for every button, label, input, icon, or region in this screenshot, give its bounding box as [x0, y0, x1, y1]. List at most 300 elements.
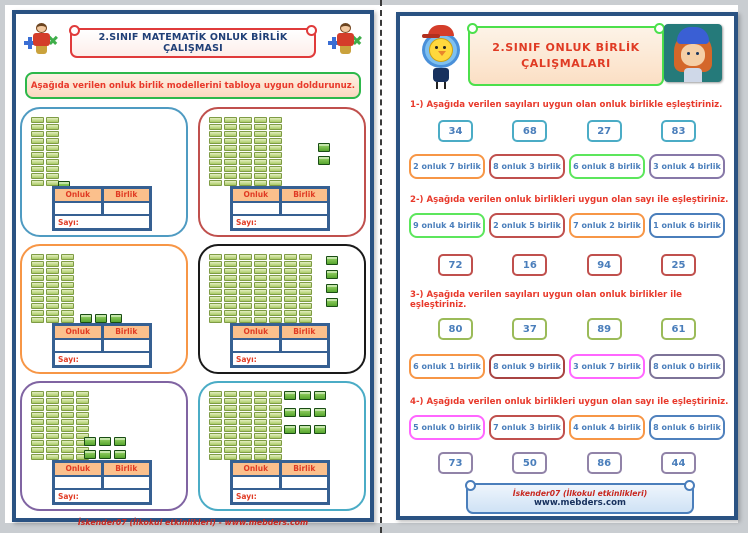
unit-block: [239, 282, 252, 288]
unit-block: [224, 166, 237, 172]
unit-block: [31, 405, 44, 411]
unit-block: [61, 289, 74, 295]
unit-block: [46, 173, 59, 179]
unit-block: [239, 254, 252, 260]
unit-block: [209, 124, 222, 130]
unit-block: [31, 303, 44, 309]
unit-block: [31, 275, 44, 281]
unit-block: [224, 159, 237, 165]
unit-block: [209, 303, 222, 309]
unit-block: [46, 433, 59, 439]
one-cube: [84, 437, 96, 446]
right-page-header: [400, 16, 734, 92]
ones-blocks: [284, 391, 331, 434]
one-cube: [299, 408, 311, 417]
one-cube: [299, 391, 311, 400]
birlik-answer-cell[interactable]: [104, 477, 150, 488]
onluk-birlik-label-box[interactable]: 8 onluk 9 birlik: [489, 354, 565, 379]
number-box[interactable]: 72: [438, 254, 473, 276]
unit-block: [239, 398, 252, 404]
unit-block: [31, 138, 44, 144]
unit-block: [224, 303, 237, 309]
ten-rod: [269, 254, 282, 323]
unit-block: [61, 433, 74, 439]
math-kid-icon: [328, 21, 362, 65]
ten-rod: [269, 117, 282, 186]
unit-block: [31, 145, 44, 151]
unit-block: [209, 166, 222, 172]
unit-block: [46, 159, 59, 165]
unit-block: [31, 254, 44, 260]
section-1-numbers-row: [400, 120, 734, 142]
unit-block: [269, 268, 282, 274]
one-cube: [318, 156, 330, 165]
onluk-birlik-table: [52, 323, 152, 368]
ten-rod: [224, 117, 237, 186]
unit-block: [239, 261, 252, 267]
section-2-instruction: 2-) Aşağıda verilen onluk birlikleri uygun olan sayı ile eşleştiriniz.: [410, 195, 729, 205]
unit-block: [254, 440, 267, 446]
page-title: 2.SINIF MATEMATİK ONLUK BİRLİK ÇALIŞMASI: [70, 28, 316, 58]
unit-block: [269, 117, 282, 123]
sayi-answer-row[interactable]: [55, 490, 149, 502]
unit-block: [209, 117, 222, 123]
onluk-answer-cell[interactable]: [55, 203, 101, 214]
one-cube: [326, 298, 338, 307]
one-cube: [314, 391, 326, 400]
unit-block: [224, 391, 237, 397]
unit-block: [61, 426, 74, 432]
one-cube: [284, 408, 296, 417]
onluk-birlik-table: [230, 186, 330, 231]
table-header-onluk: Onluk: [233, 189, 279, 201]
unit-block: [76, 419, 89, 425]
unit-block: [269, 391, 282, 397]
unit-block: [46, 131, 59, 137]
unit-block: [254, 261, 267, 267]
ten-rod: [46, 254, 59, 323]
unit-block: [254, 289, 267, 295]
unit-block: [61, 398, 74, 404]
unit-block: [224, 268, 237, 274]
section-2-labels-row: [400, 213, 734, 238]
one-cube: [326, 256, 338, 265]
onluk-birlik-label-box[interactable]: 2 onluk 5 birlik: [489, 213, 565, 238]
unit-block: [61, 296, 74, 302]
unit-block: [269, 405, 282, 411]
onluk-answer-cell[interactable]: [233, 477, 279, 488]
ten-rod: [254, 117, 267, 186]
unit-block: [46, 268, 59, 274]
onluk-birlik-label-box[interactable]: 7 onluk 2 birlik: [569, 213, 645, 238]
unit-block: [269, 124, 282, 130]
number-box[interactable]: 86: [587, 452, 622, 474]
unit-block: [224, 145, 237, 151]
unit-block: [224, 131, 237, 137]
footer-credit: İskender07 (İlkokul etkinlikleri): [512, 489, 648, 498]
onluk-birlik-table: [52, 460, 152, 505]
unit-block: [239, 433, 252, 439]
unit-block: [224, 289, 237, 295]
unit-block: [31, 433, 44, 439]
unit-block: [299, 310, 312, 316]
onluk-birlik-table: [230, 323, 330, 368]
unit-block: [46, 152, 59, 158]
ten-rod: [269, 391, 282, 460]
section-4-numbers-row: [400, 452, 734, 474]
number-box[interactable]: 37: [512, 318, 547, 340]
onluk-birlik-label-box[interactable]: 8 onluk 6 birlik: [649, 415, 725, 440]
unit-block: [239, 268, 252, 274]
unit-block: [254, 124, 267, 130]
unit-block: [46, 166, 59, 172]
unit-block: [269, 282, 282, 288]
unit-block: [254, 296, 267, 302]
unit-block: [284, 268, 297, 274]
sayi-label: Sayı:: [58, 354, 79, 364]
unit-block: [224, 412, 237, 418]
number-box[interactable]: 94: [587, 254, 622, 276]
unit-block: [284, 261, 297, 267]
number-box[interactable]: 25: [661, 254, 696, 276]
unit-block: [299, 268, 312, 274]
unit-block: [209, 254, 222, 260]
unit-block: [269, 254, 282, 260]
onluk-birlik-label-box[interactable]: 1 onluk 6 birlik: [649, 213, 725, 238]
unit-block: [269, 296, 282, 302]
unit-block: [46, 447, 59, 453]
unit-block: [31, 282, 44, 288]
unit-block: [31, 419, 44, 425]
onluk-birlik-label-box[interactable]: 9 onluk 4 birlik: [409, 213, 485, 238]
sayi-label: Sayı:: [236, 491, 257, 501]
number-box[interactable]: 68: [512, 120, 547, 142]
one-cube: [99, 437, 111, 446]
birlik-answer-cell[interactable]: [282, 203, 328, 214]
tens-blocks: [31, 117, 59, 186]
unit-block: [299, 254, 312, 260]
unit-block: [269, 275, 282, 281]
tens-blocks: [31, 254, 74, 323]
tens-blocks: [31, 391, 89, 460]
math-kid-icon: [24, 21, 58, 65]
unit-block: [269, 303, 282, 309]
unit-block: [46, 261, 59, 267]
title-line-2: ÇALIŞMALARI: [521, 57, 611, 70]
birlik-answer-cell[interactable]: [104, 340, 150, 351]
sayi-label: Sayı:: [236, 217, 257, 227]
unit-block: [76, 412, 89, 418]
onluk-birlik-label-box[interactable]: 6 onluk 8 birlik: [569, 154, 645, 179]
unit-block: [224, 433, 237, 439]
unit-block: [284, 254, 297, 260]
unit-block: [61, 282, 74, 288]
unit-block: [224, 254, 237, 260]
unit-block: [224, 310, 237, 316]
unit-block: [239, 426, 252, 432]
unit-block: [61, 440, 74, 446]
unit-block: [254, 433, 267, 439]
one-cube: [95, 314, 107, 323]
unit-block: [46, 412, 59, 418]
unit-block: [269, 419, 282, 425]
table-header-onluk: Onluk: [233, 326, 279, 338]
one-cube: [314, 408, 326, 417]
table-header-birlik: Birlik: [282, 326, 328, 338]
sayi-label: Sayı:: [58, 217, 79, 227]
unit-block: [61, 391, 74, 397]
unit-block: [209, 405, 222, 411]
unit-block: [254, 145, 267, 151]
unit-block: [31, 391, 44, 397]
unit-block: [46, 303, 59, 309]
unit-block: [254, 412, 267, 418]
unit-block: [31, 117, 44, 123]
number-box[interactable]: 83: [661, 120, 696, 142]
unit-block: [46, 405, 59, 411]
unit-block: [224, 419, 237, 425]
unit-block: [269, 447, 282, 453]
table-header-birlik: Birlik: [282, 463, 328, 475]
ten-rod: [61, 391, 74, 460]
onluk-answer-cell[interactable]: [233, 340, 279, 351]
unit-block: [254, 282, 267, 288]
unit-block: [224, 426, 237, 432]
table-header-onluk: Onluk: [55, 463, 101, 475]
unit-block: [61, 419, 74, 425]
unit-block: [254, 166, 267, 172]
section-3-numbers-row: [400, 318, 734, 340]
unit-block: [239, 145, 252, 151]
onluk-birlik-table: [52, 186, 152, 231]
unit-block: [299, 261, 312, 267]
model-card-5: [20, 381, 188, 511]
onluk-answer-cell[interactable]: [55, 477, 101, 488]
section-4-instruction: 4-) Aşağıda verilen onluk birlikleri uygun olan sayı ile eşleştiriniz.: [410, 397, 729, 407]
unit-block: [224, 261, 237, 267]
unit-block: [284, 303, 297, 309]
unit-block: [31, 398, 44, 404]
unit-block: [254, 159, 267, 165]
unit-block: [239, 303, 252, 309]
ten-rod: [254, 391, 267, 460]
onluk-birlik-label-box[interactable]: 8 onluk 0 birlik: [649, 354, 725, 379]
unit-block: [299, 282, 312, 288]
birlik-answer-cell[interactable]: [282, 477, 328, 488]
unit-block: [269, 152, 282, 158]
unit-block: [209, 159, 222, 165]
onluk-birlik-table: [230, 460, 330, 505]
one-cube: [284, 391, 296, 400]
unit-block: [46, 138, 59, 144]
left-page-footer: İskender07 (İlkokul etkinlikleri) - www.mebders.com: [77, 518, 309, 527]
unit-block: [224, 405, 237, 411]
unit-block: [31, 412, 44, 418]
section-3-instruction: 3-) Aşağıda verilen sayıları uygun olan onluk birlikler ile eşleştiriniz.: [410, 290, 683, 310]
unit-block: [224, 398, 237, 404]
onluk-answer-cell[interactable]: [233, 203, 279, 214]
unit-block: [209, 454, 222, 460]
unit-block: [31, 454, 44, 460]
ten-rod: [239, 254, 252, 323]
title-line-1: 2.SINIF ONLUK BİRLİK: [492, 40, 640, 54]
one-cube: [284, 425, 296, 434]
unit-block: [254, 131, 267, 137]
unit-block: [224, 173, 237, 179]
one-cube: [84, 450, 96, 459]
number-box[interactable]: 16: [512, 254, 547, 276]
unit-block: [269, 261, 282, 267]
ten-rod: [31, 117, 44, 186]
onluk-answer-cell[interactable]: [55, 340, 101, 351]
birlik-answer-cell[interactable]: [104, 203, 150, 214]
onluk-birlik-label-box[interactable]: 7 onluk 3 birlik: [489, 415, 565, 440]
unit-block: [209, 447, 222, 453]
onluk-birlik-label-box[interactable]: 3 onluk 4 birlik: [649, 154, 725, 179]
unit-block: [254, 303, 267, 309]
section-4-labels-row: [400, 415, 734, 440]
unit-block: [224, 275, 237, 281]
instruction-box: Aşağıda verilen onluk birlik modellerini tabloya uygun doldurunuz.: [25, 72, 361, 99]
ten-rod: [46, 391, 59, 460]
unit-block: [46, 419, 59, 425]
model-card-4: [198, 244, 366, 374]
unit-block: [31, 440, 44, 446]
number-box[interactable]: 61: [661, 318, 696, 340]
ten-rod: [209, 117, 222, 186]
unit-block: [31, 159, 44, 165]
unit-block: [209, 275, 222, 281]
unit-block: [31, 180, 44, 186]
unit-block: [209, 412, 222, 418]
unit-block: [209, 440, 222, 446]
unit-block: [239, 391, 252, 397]
number-box[interactable]: 27: [587, 120, 622, 142]
unit-block: [209, 131, 222, 137]
unit-block: [46, 275, 59, 281]
unit-block: [269, 159, 282, 165]
number-box[interactable]: 44: [661, 452, 696, 474]
onluk-birlik-label-box[interactable]: 8 onluk 3 birlik: [489, 154, 565, 179]
onluk-birlik-label-box[interactable]: 5 onluk 0 birlik: [409, 415, 485, 440]
one-cube: [99, 450, 111, 459]
unit-block: [61, 261, 74, 267]
unit-block: [31, 131, 44, 137]
unit-block: [269, 131, 282, 137]
number-box[interactable]: 80: [438, 318, 473, 340]
unit-block: [31, 310, 44, 316]
section-1-instruction: 1-) Aşağıda verilen sayıları uygun olan onluk birlikle eşleştiriniz.: [410, 100, 723, 110]
ones-blocks: [80, 314, 122, 323]
model-card-2: [198, 107, 366, 237]
unit-block: [239, 275, 252, 281]
unit-block: [209, 398, 222, 404]
unit-block: [61, 412, 74, 418]
sayi-answer-row[interactable]: [55, 216, 149, 228]
tens-blocks: [209, 117, 282, 186]
unit-block: [46, 310, 59, 316]
unit-block: [209, 310, 222, 316]
unit-block: [284, 289, 297, 295]
unit-block: [224, 282, 237, 288]
unit-block: [209, 261, 222, 267]
model-card-6: [198, 381, 366, 511]
ten-rod: [239, 117, 252, 186]
number-box[interactable]: 73: [438, 452, 473, 474]
model-card-3: [20, 244, 188, 374]
unit-block: [254, 398, 267, 404]
sayi-answer-row[interactable]: [233, 216, 327, 228]
unit-block: [209, 289, 222, 295]
section-2-numbers-row: [400, 254, 734, 276]
unit-block: [224, 152, 237, 158]
unit-block: [269, 138, 282, 144]
unit-block: [209, 317, 222, 323]
unit-block: [254, 117, 267, 123]
sayi-answer-row[interactable]: [55, 353, 149, 365]
unit-block: [31, 152, 44, 158]
unit-block: [269, 166, 282, 172]
sayi-answer-row[interactable]: [233, 490, 327, 502]
one-cube: [299, 425, 311, 434]
unit-block: [239, 447, 252, 453]
number-box[interactable]: 89: [587, 318, 622, 340]
unit-block: [31, 166, 44, 172]
ones-blocks: [84, 437, 131, 459]
sayi-answer-row[interactable]: [233, 353, 327, 365]
onluk-birlik-label-box[interactable]: 3 onluk 7 birlik: [569, 354, 645, 379]
unit-block: [239, 124, 252, 130]
footer-website: www.mebders.com: [533, 498, 627, 508]
unit-block: [61, 310, 74, 316]
ten-rod: [239, 391, 252, 460]
unit-block: [224, 440, 237, 446]
right-worksheet-page: [396, 12, 738, 520]
unit-block: [239, 419, 252, 425]
unit-block: [76, 398, 89, 404]
unit-block: [254, 173, 267, 179]
number-box[interactable]: 34: [438, 120, 473, 142]
unit-block: [61, 268, 74, 274]
unit-block: [284, 275, 297, 281]
unit-block: [76, 405, 89, 411]
number-box[interactable]: 50: [512, 452, 547, 474]
ten-rod: [209, 254, 222, 323]
unit-block: [209, 426, 222, 432]
onluk-birlik-label-box[interactable]: 4 onluk 4 birlik: [569, 415, 645, 440]
unit-block: [31, 268, 44, 274]
ten-rod: [46, 117, 59, 186]
unit-block: [239, 296, 252, 302]
onluk-birlik-label-box[interactable]: 2 onluk 7 birlik: [409, 154, 485, 179]
unit-block: [239, 117, 252, 123]
unit-block: [61, 254, 74, 260]
ten-rod: [224, 391, 237, 460]
unit-block: [269, 412, 282, 418]
birlik-answer-cell[interactable]: [282, 340, 328, 351]
onluk-birlik-label-box[interactable]: 6 onluk 1 birlik: [409, 354, 485, 379]
unit-block: [209, 145, 222, 151]
ten-rod: [284, 254, 297, 323]
section-1-labels-row: [400, 154, 734, 179]
unit-block: [76, 391, 89, 397]
unit-block: [239, 412, 252, 418]
unit-block: [46, 145, 59, 151]
unit-block: [31, 296, 44, 302]
ten-rod: [224, 254, 237, 323]
unit-block: [224, 117, 237, 123]
unit-block: [31, 261, 44, 267]
